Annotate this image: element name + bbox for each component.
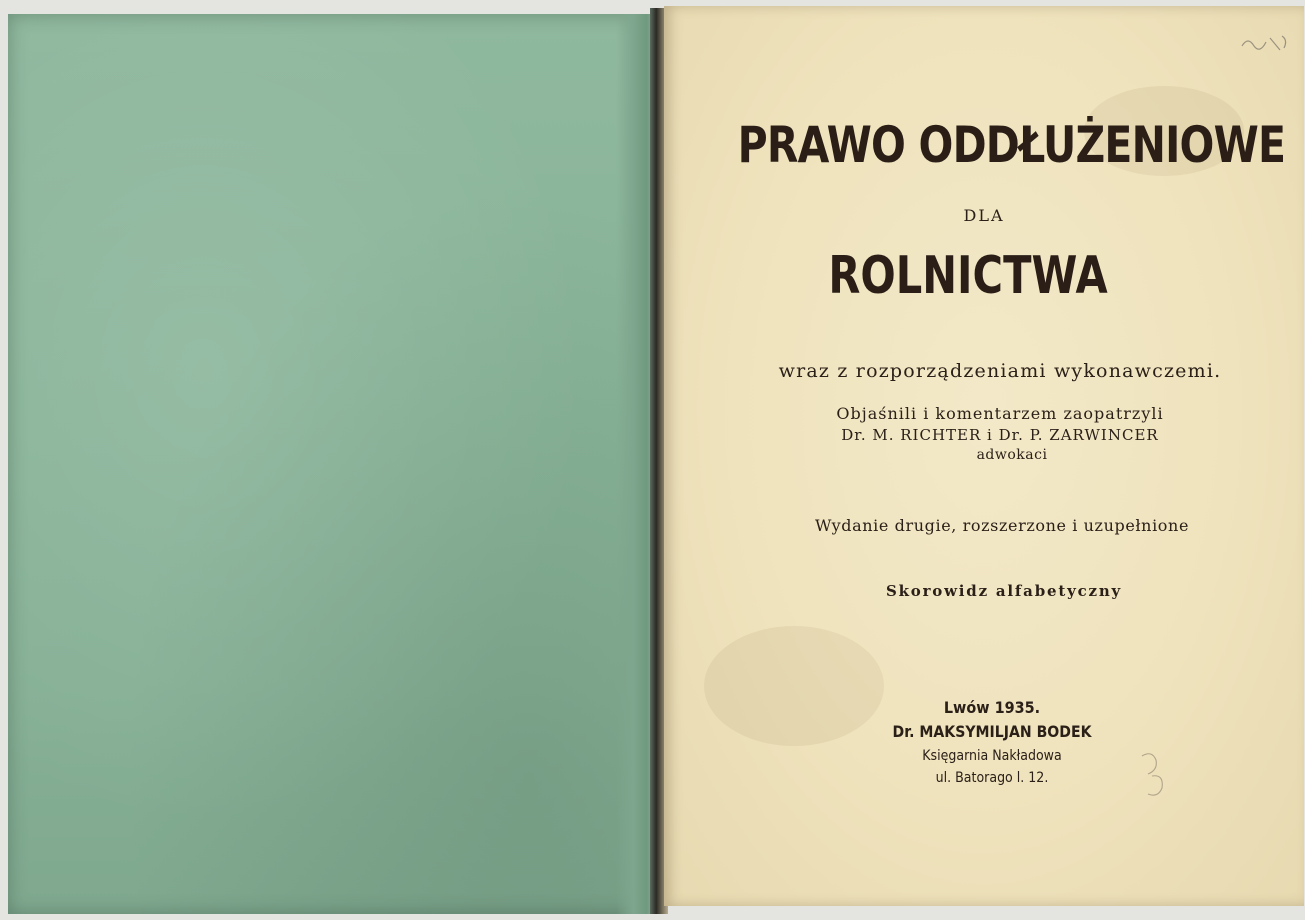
authors-role: adwokaci [976,447,1048,463]
title-page-text [664,6,1304,906]
publisher-name: Dr. MAKSYMILJAN BODEK [892,722,1092,741]
title-page [664,6,1304,906]
index-note: Skorowidz alfabetyczny [885,582,1123,600]
edition-note: Wydanie drugie, rozszerzone i uzupełnione [814,516,1190,535]
publisher-address: ul. Batorago l. 12. [935,770,1049,786]
title-connector: DLA [963,206,1005,225]
authors: Dr. M. RICHTER i Dr. P. ZARWINCER [841,426,1159,444]
book-subtitle: wraz z rozporządzeniami wykonawczemi. [778,360,1222,382]
commentary-note: Objaśnili i komentarzem zaopatrzyli [836,404,1164,423]
book-title-line2: ROLNICTWA [828,246,1108,306]
imprint-place-year: Lwów 1935. [943,698,1041,717]
green-cover-board [8,14,658,914]
book-title-line1: PRAWO ODDŁUŻENIOWE [737,116,1286,174]
publisher-type: Księgarnia Nakładowa [922,748,1062,764]
